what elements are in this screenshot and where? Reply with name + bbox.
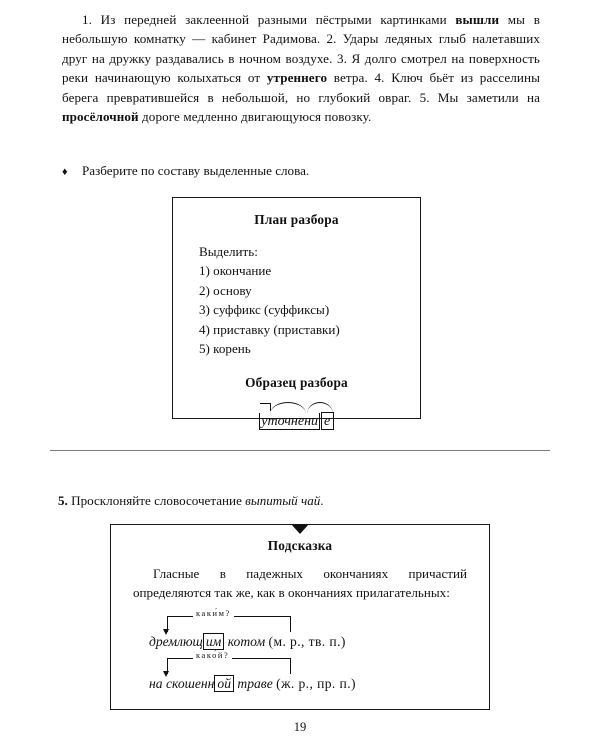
word-stem: уточнени — [261, 414, 319, 430]
plan-box-title: План разбора — [254, 212, 339, 227]
head-noun: траве — [234, 675, 277, 691]
exercise-5-phrase: выпитый чай — [245, 493, 321, 508]
participle-ending: ой — [214, 675, 234, 692]
question-word-label: како́й? — [193, 651, 232, 661]
section-divider — [50, 450, 550, 451]
exercise-paragraph-runs — [62, 12, 540, 124]
podskazka-hint-box — [110, 524, 490, 710]
sentence-run: 1. Из передней заклеенной разными пёстрыми картинками — [82, 12, 456, 27]
exercise-5-text-before: Просклоняйте словосочетание — [71, 493, 246, 508]
highlighted-word: вышли — [455, 12, 500, 27]
page-number: 19 — [293, 720, 307, 734]
plan-box-intro: Выделить: — [199, 244, 258, 259]
exercise-paragraph — [62, 10, 540, 126]
participle-stem: дремлющ — [149, 633, 203, 649]
highlighted-word: утреннего — [266, 70, 328, 86]
exercise-5-text-after: . — [320, 493, 324, 508]
head-noun: котом — [224, 633, 269, 649]
highlighted-word: просёлочной — [62, 109, 139, 125]
sentence-run: мы в небольшую комнатку — кабинет Радимова. 2. Удары ледяных глыб налетавших друг на дружку раздавались в ночном воздухе. 3. Я долго смотрел на поверхность реки начинающую колыхаться от — [62, 12, 540, 86]
example-sentence — [149, 675, 356, 693]
sentence-run: ветра. 4. Ключ бьёт из расселины берега превратившейся в небольшой, но глубокий овраг. 5. Мы заметили на — [62, 70, 540, 105]
participle-stem: на скошенн — [149, 675, 215, 691]
question-word-label: каки́м? — [193, 609, 234, 619]
list-item: 3) суффикс (суффиксы) — [199, 302, 330, 318]
plan-razbora-box — [172, 197, 421, 430]
example-sentence — [149, 633, 346, 651]
task-instruction-label: Разберите по составу выделенные слова. — [82, 163, 310, 178]
hint-body-text: Гласные в падежных окончаниях причастий определяются так же, как в окончаниях прилагательных: — [133, 566, 467, 601]
list-item: 1) окончание — [199, 263, 272, 279]
sentence-run: дороге медленно двигающуюся повозку. — [138, 109, 372, 125]
example-row — [111, 650, 489, 696]
participle-ending: им — [203, 633, 224, 650]
triangle-down-icon — [291, 524, 309, 534]
exercise-5-number: 5. — [58, 493, 68, 508]
hint-box-body — [133, 564, 467, 603]
sample-analysis-title: Образец разбора — [245, 375, 348, 391]
example-row — [111, 608, 489, 654]
task-instruction — [62, 162, 540, 181]
hint-box-title: Подсказка — [267, 538, 333, 553]
grammar-note: (м. р., тв. п.) — [268, 633, 346, 649]
list-item: 4) приставку (приставки) — [199, 321, 340, 337]
exercise-5-instruction — [58, 492, 324, 510]
list-item: 2) основу — [199, 282, 252, 298]
grammar-note: (ж. р., пр. п.) — [276, 675, 356, 691]
list-item: 5) корень — [199, 341, 251, 357]
plan-steps-list — [199, 261, 420, 358]
word-ending: е — [321, 412, 334, 430]
agreement-examples — [111, 608, 489, 696]
diamond-bullet-icon: ♦ — [62, 166, 68, 178]
morpheme-diagram-wrapper — [173, 403, 420, 430]
morpheme-analysis-word — [259, 403, 333, 430]
